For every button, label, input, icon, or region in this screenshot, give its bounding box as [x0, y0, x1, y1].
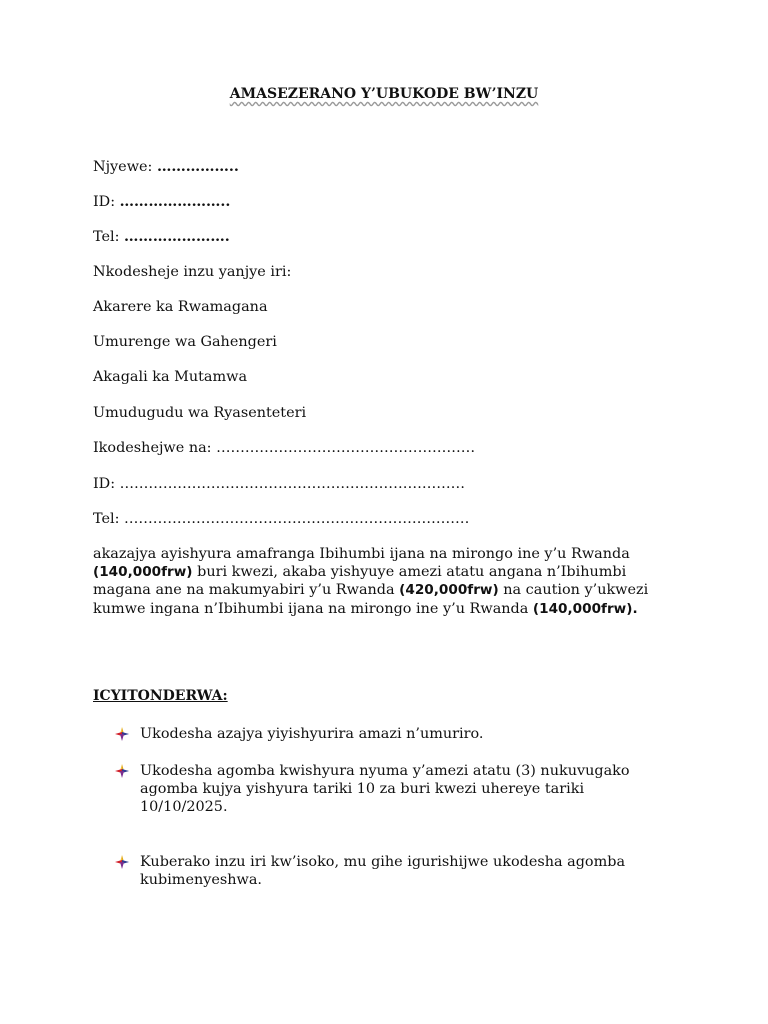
location-cell: Akagali ka Mutamwa: [93, 369, 248, 385]
owner-id-line: [93, 193, 230, 210]
payment-text-1: akazajya ayishyura amafranga Ibihumbi ijana na mirongo ine y’u Rwanda: [93, 546, 630, 562]
payment-paragraph: [93, 545, 653, 618]
owner-tel-label: Tel:: [93, 229, 125, 245]
payment-text-3: na caution y’ukwezi kumwe ingana n’Ibihumbi ijana na mirongo ine y’u Rwanda: [93, 582, 649, 617]
four-color-diamond-bullet-icon: [114, 763, 130, 779]
notes-heading: ICYITONDERWA:: [93, 688, 228, 704]
tenant-tel-line: Tel: ………………………………………………………………: [93, 511, 470, 527]
tenant-id-line: ID: ………………………………………………………………: [93, 476, 466, 492]
note-item: [114, 725, 674, 743]
note-text-3: Kuberako inzu iri kw’isoko, mu gihe igurishijwe ukodesha agomba kubimenyeshwa.: [140, 854, 626, 889]
four-color-diamond-bullet-icon: [114, 854, 130, 870]
monthly-amount: (140,000frw): [93, 564, 193, 581]
location-sector: Umurenge wa Gahengeri: [93, 334, 277, 350]
note-text-1: Ukodesha azajya yiyishyurira amazi n’umuriro.: [140, 726, 484, 742]
document-title: AMASEZERANO Y’UBUKODE BW’INZU: [229, 86, 539, 102]
owner-tel-value: ………………….: [124, 228, 230, 245]
location-district: Akarere ka Rwamagana: [93, 299, 268, 315]
four-color-diamond-bullet-icon: [114, 726, 130, 742]
tenant-name-line: Ikodeshejwe na: ………………………………………………: [93, 440, 476, 456]
owner-name-line: [93, 158, 239, 175]
payment-text-2: buri kwezi, akaba yishyuye amezi atatu angana n’Ibihumbi magana ane na makumyabiri y’u Rwanda: [93, 564, 627, 599]
note-text-2: Ukodesha agomba kwishyura nyuma y’amezi atatu (3) nukuvugako agomba kujya yishyura tariki 10 za buri kwezi uhereye tariki 10/10/2025.: [140, 763, 630, 816]
prepaid-amount: (420,000frw): [399, 582, 499, 599]
owner-tel-line: [93, 228, 230, 245]
note-item: [114, 853, 674, 889]
caution-amount: (140,000frw).: [532, 600, 638, 617]
owner-id-value: …………………..: [119, 193, 231, 210]
rent-intro: Nkodesheje inzu yanjye iri:: [93, 264, 292, 280]
location-village: Umudugudu wa Ryasenteteri: [93, 405, 307, 421]
owner-id-label: ID:: [93, 194, 120, 210]
note-item: [114, 762, 674, 817]
owner-name-value: ……………..: [156, 158, 239, 175]
owner-name-label: Njyewe:: [93, 159, 157, 175]
